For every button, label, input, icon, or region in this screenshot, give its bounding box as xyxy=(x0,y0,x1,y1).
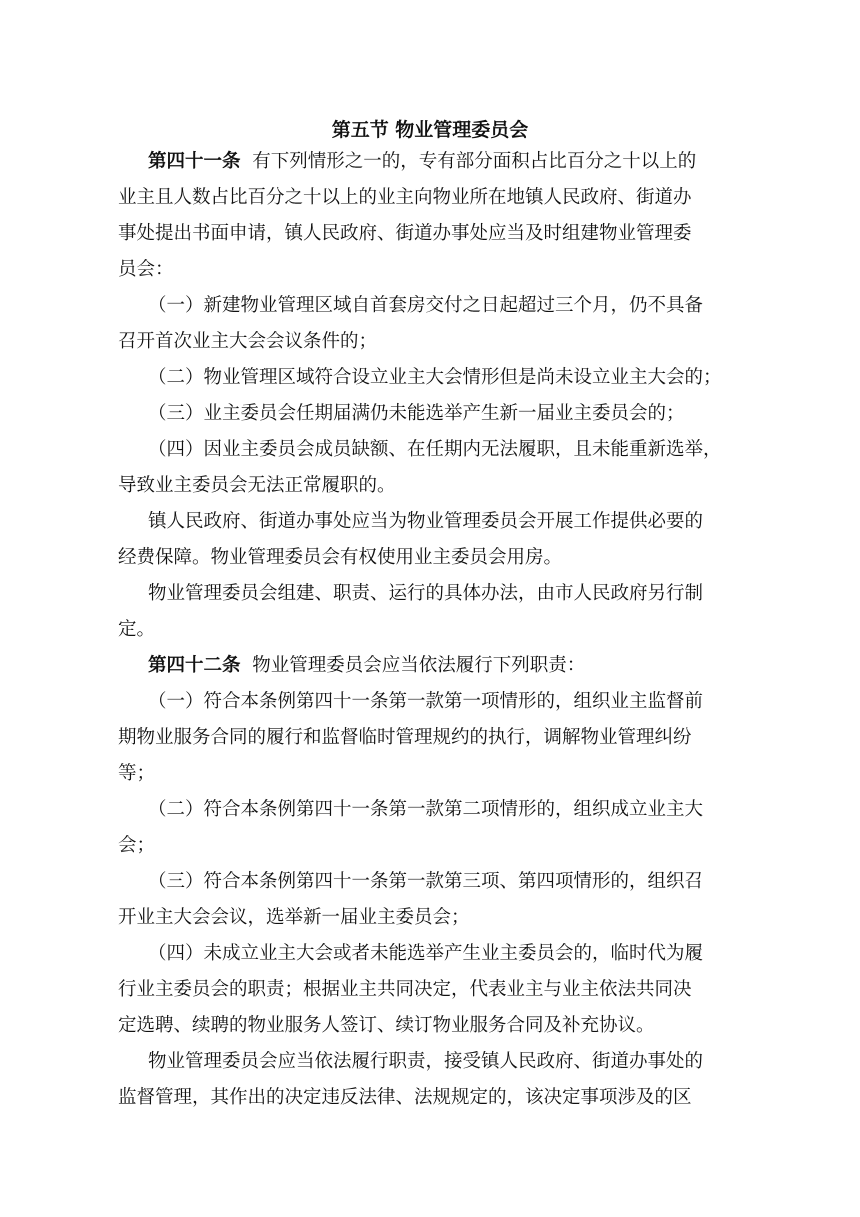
section-title: 第五节 物业管理委员会 xyxy=(331,119,529,141)
art42-item-3-line2: 开业主大会会议，选举新一届业主委员会； xyxy=(118,907,470,928)
art42-item-2-line2: 会； xyxy=(118,835,156,856)
art41-item-4-line1: （四）因业主委员会成员缺额、在任期内无法履职，且未能重新选举， xyxy=(148,439,722,460)
art41-para3-line2: 定。 xyxy=(118,619,156,640)
art41-para3-line1: 物业管理委员会组建、职责、运行的具体办法，由市人民政府另行制 xyxy=(148,583,704,604)
art42-para2-line2: 监督管理，其作出的决定违反法律、法规规定的，该决定事项涉及的区 xyxy=(118,1087,692,1108)
art42-para2-line1: 物业管理委员会应当依法履行职责，接受镇人民政府、街道办事处的 xyxy=(148,1051,704,1072)
article-42-label: 第四十二条 xyxy=(148,655,241,676)
article-42-first-line xyxy=(148,654,585,678)
article-42-intro: 物业管理委员会应当依法履行下列职责： xyxy=(252,655,586,676)
art41-item-1-line1: （一）新建物业管理区域自首套房交付之日起超过三个月，仍不具备 xyxy=(148,295,704,316)
art42-item-1-line1: （一）符合本条例第四十一条第一款第一项情形的，组织业主监督前 xyxy=(148,691,704,712)
article-41-first-line xyxy=(148,150,696,174)
text-line: 事处提出书面申请，镇人民政府、街道办事处应当及时组建物业管理委 xyxy=(118,223,692,244)
art42-item-3-line1: （三）符合本条例第四十一条第一款第三项、第四项情形的，组织召 xyxy=(148,871,704,892)
art41-item-2: （二）物业管理区域符合设立业主大会情形但是尚未设立业主大会的； xyxy=(148,367,722,388)
art41-para2-line1: 镇人民政府、街道办事处应当为物业管理委员会开展工作提供必要的 xyxy=(148,511,704,532)
text-line: 员会： xyxy=(118,259,174,280)
text-line: 业主且人数占比百分之十以上的业主向物业所在地镇人民政府、街道办 xyxy=(118,187,692,208)
art42-item-1-line3: 等； xyxy=(118,763,156,784)
art41-item-1-line2: 召开首次业主大会会议条件的； xyxy=(118,331,378,352)
art41-item-3: （三）业主委员会任期届满仍未能选举产生新一届业主委员会的； xyxy=(148,403,685,424)
art42-item-4-line1: （四）未成立业主大会或者未能选举产生业主委员会的，临时代为履 xyxy=(148,943,704,964)
art42-item-2-line1: （二）符合本条例第四十一条第一款第二项情形的，组织成立业主大 xyxy=(148,799,704,820)
art42-item-1-line2: 期物业服务合同的履行和监督临时管理规约的执行，调解物业管理纠纷 xyxy=(118,727,692,748)
article-41-intro: 有下列情形之一的，专有部分面积占比百分之十以上的 xyxy=(252,151,697,172)
art41-para2-line2: 经费保障。物业管理委员会有权使用业主委员会用房。 xyxy=(118,547,563,568)
article-41-label: 第四十一条 xyxy=(148,151,241,172)
art42-item-4-line3: 定选聘、续聘的物业服务人签订、续订物业服务合同及补充协议。 xyxy=(118,1015,655,1036)
art41-item-4-line2: 导致业主委员会无法正常履职的。 xyxy=(118,475,396,496)
art42-item-4-line2: 行业主委员会的职责；根据业主共同决定，代表业主与业主依法共同决 xyxy=(118,979,692,1000)
